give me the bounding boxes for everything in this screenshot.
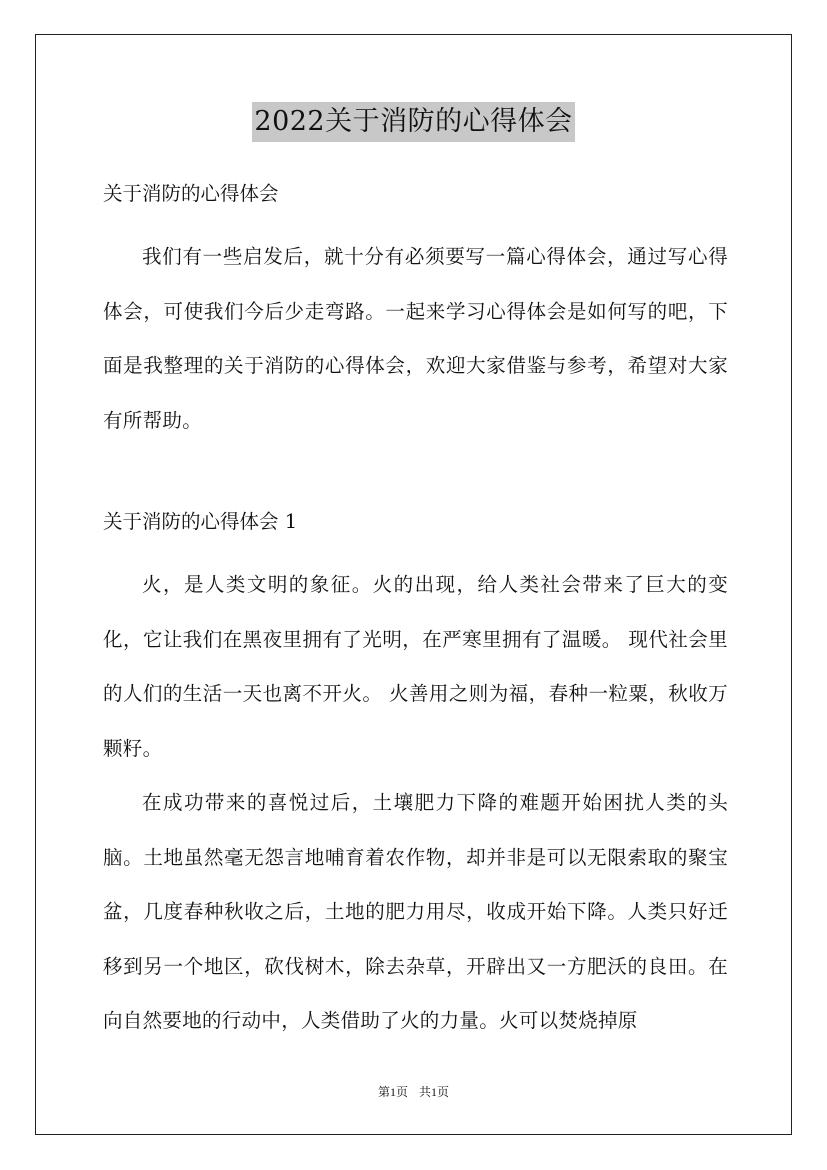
document-title (0, 102, 827, 142)
section-intro-paragraph: 我们有一些启发后，就十分有必须要写一篇心得体会，通过写心得体会，可使我们今后少走弯路。一起来学习心得体会是如何写的吧，下面是我整理的关于消防的心得体会，欢迎大家借鉴与参考，希望对大家有所帮助。 (103, 245, 728, 432)
page-number-current: 第1页 (377, 1085, 408, 1099)
document-title-text: 2022关于消防的心得体会 (252, 102, 574, 142)
section-1-paragraph: 火，是人类文明的象征。火的出现，给人类社会带来了巨大的变化，它让我们在黑夜里拥有了光明，在严寒里拥有了温暖。 现代社会里的人们的生活一天也离不开火。 火善用之则为福，春种一粒粟，秋收万颗籽。 (103, 573, 728, 760)
document-body (103, 172, 728, 1049)
page-number-total: 共1页 (419, 1085, 450, 1099)
section-intro-heading: 关于消防的心得体会 (103, 182, 279, 205)
section-1-paragraph: 在成功带来的喜悦过后，土壤肥力下降的难题开始困扰人类的头脑。土地虽然毫无怨言地哺育着农作物，却并非是可以无限索取的聚宝盆，几度春种秋收之后，土地的肥力用尽，收成开始下降。人类只好迁移到另一个地区，砍伐树木，除去杂草，开辟出又一方肥沃的良田。在向自然要地的行动中，人类借助了火的力量。火可以焚烧掉原 (103, 791, 728, 1032)
page-footer (0, 1083, 827, 1100)
section-1-heading: 关于消防的心得体会 1 (103, 510, 298, 533)
